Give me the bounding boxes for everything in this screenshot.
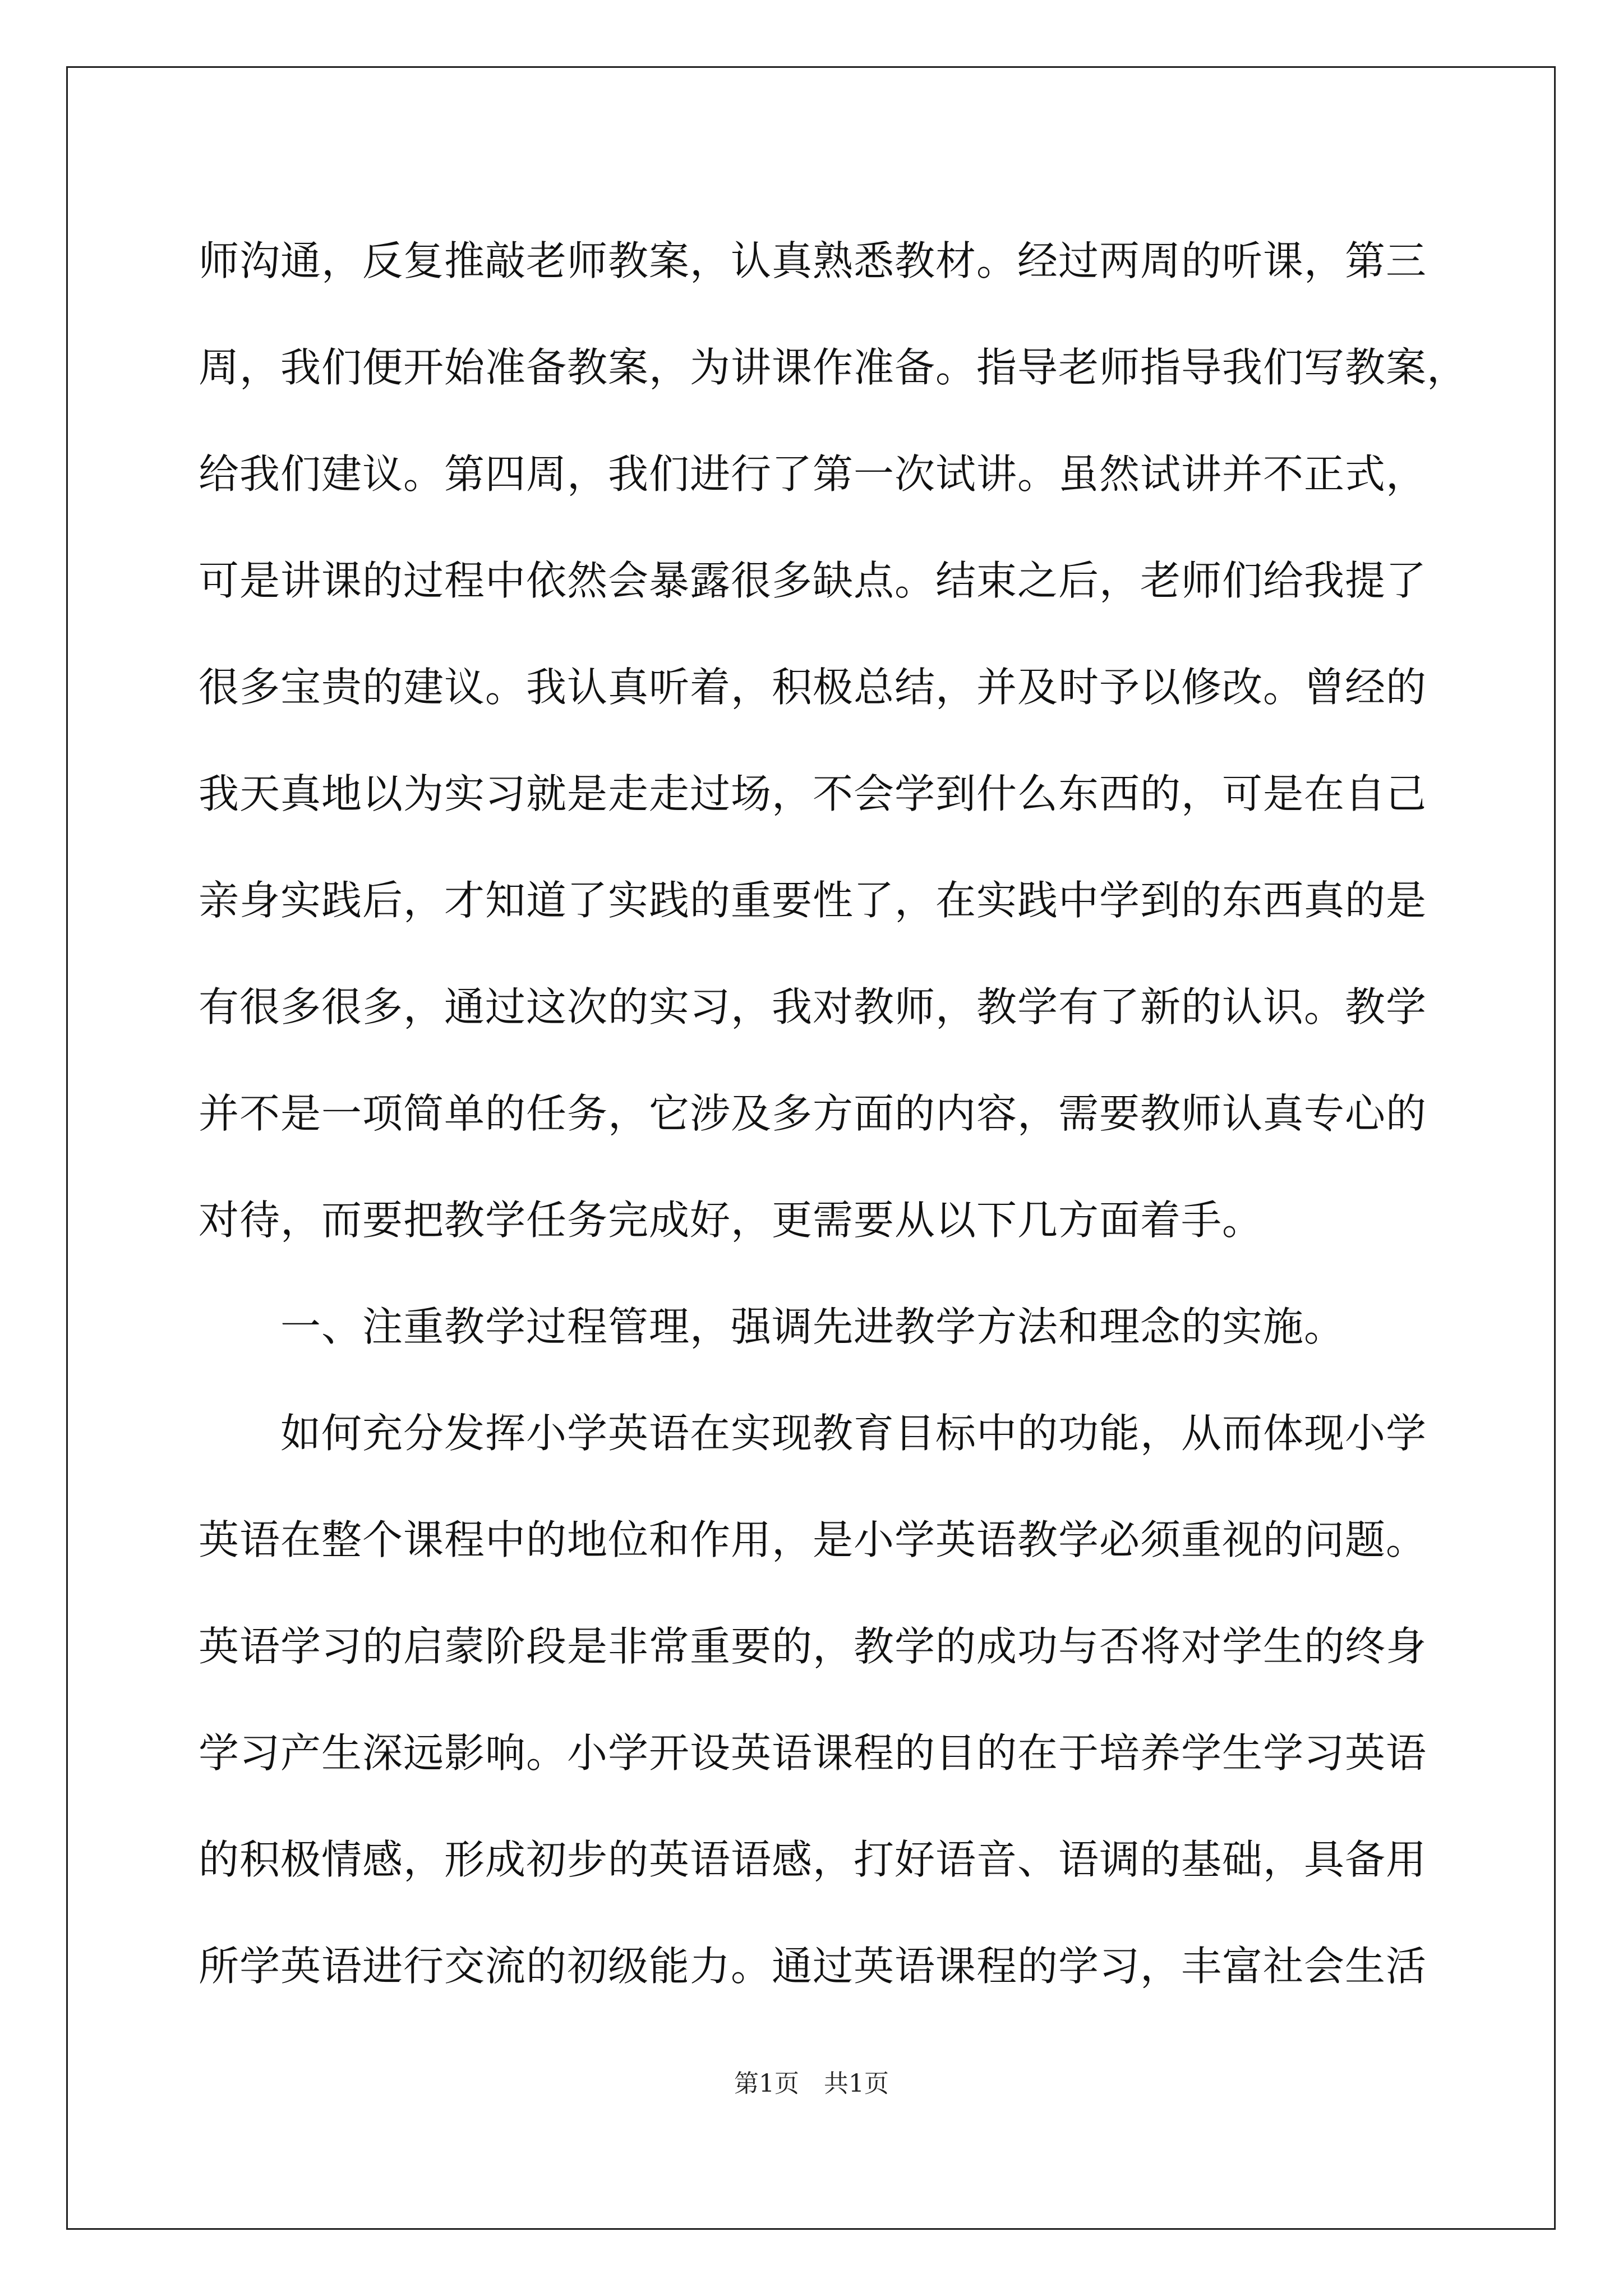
text-line: 给我们建议。第四周，我们进行了第一次试讲。虽然试讲并不正式， [199, 450, 1427, 498]
text-line: 如何充分发挥小学英语在实现教育目标中的功能，从而体现小学 [199, 1410, 1427, 1457]
text-line: 英语学习的启蒙阶段是非常重要的，教学的成功与否将对学生的终身 [199, 1623, 1427, 1670]
text-line: 很多宝贵的建议。我认真听着，积极总结，并及时予以修改。曾经的 [199, 664, 1427, 711]
text-line: 师沟通，反复推敲老师教案，认真熟悉教材。经过两周的听课，第三 [199, 237, 1427, 284]
page-number: 第1页 共1页 [734, 2069, 889, 2098]
text-line: 可是讲课的过程中依然会暴露很多缺点。结束之后，老师们给我提了 [199, 557, 1427, 604]
text-line: 英语在整个课程中的地位和作用，是小学英语教学必须重视的问题。 [199, 1516, 1427, 1563]
text-line: 所学英语进行交流的初级能力。通过英语课程的学习，丰富社会生活 [199, 1943, 1427, 1990]
text-line: 亲身实践后，才知道了实践的重要性了，在实践中学到的东西真的是 [199, 877, 1427, 924]
section-heading: 一、注重教学过程管理，强调先进教学方法和理念的实施。 [199, 1303, 1345, 1350]
text-line: 有很多很多，通过这次的实习，我对教师，教学有了新的认识。教学 [199, 983, 1427, 1030]
text-line: 对待，而要把教学任务完成好，更需要从以下几方面着手。 [199, 1197, 1264, 1244]
text-line: 并不是一项简单的任务，它涉及多方面的内容，需要教师认真专心的 [199, 1090, 1427, 1137]
text-line: 学习产生深远影响。小学开设英语课程的目的在于培养学生学习英语 [199, 1729, 1427, 1777]
text-line: 我天真地以为实习就是走走过场，不会学到什么东西的，可是在自己 [199, 770, 1427, 817]
document-body [199, 208, 1468, 2019]
text-line: 的积极情感，形成初步的英语语感，打好语音、语调的基础，具备用 [199, 1836, 1427, 1883]
text-line: 周，我们便开始准备教案，为讲课作准备。指导老师指导我们写教案， [199, 344, 1468, 391]
page-footer [0, 2067, 1623, 2101]
